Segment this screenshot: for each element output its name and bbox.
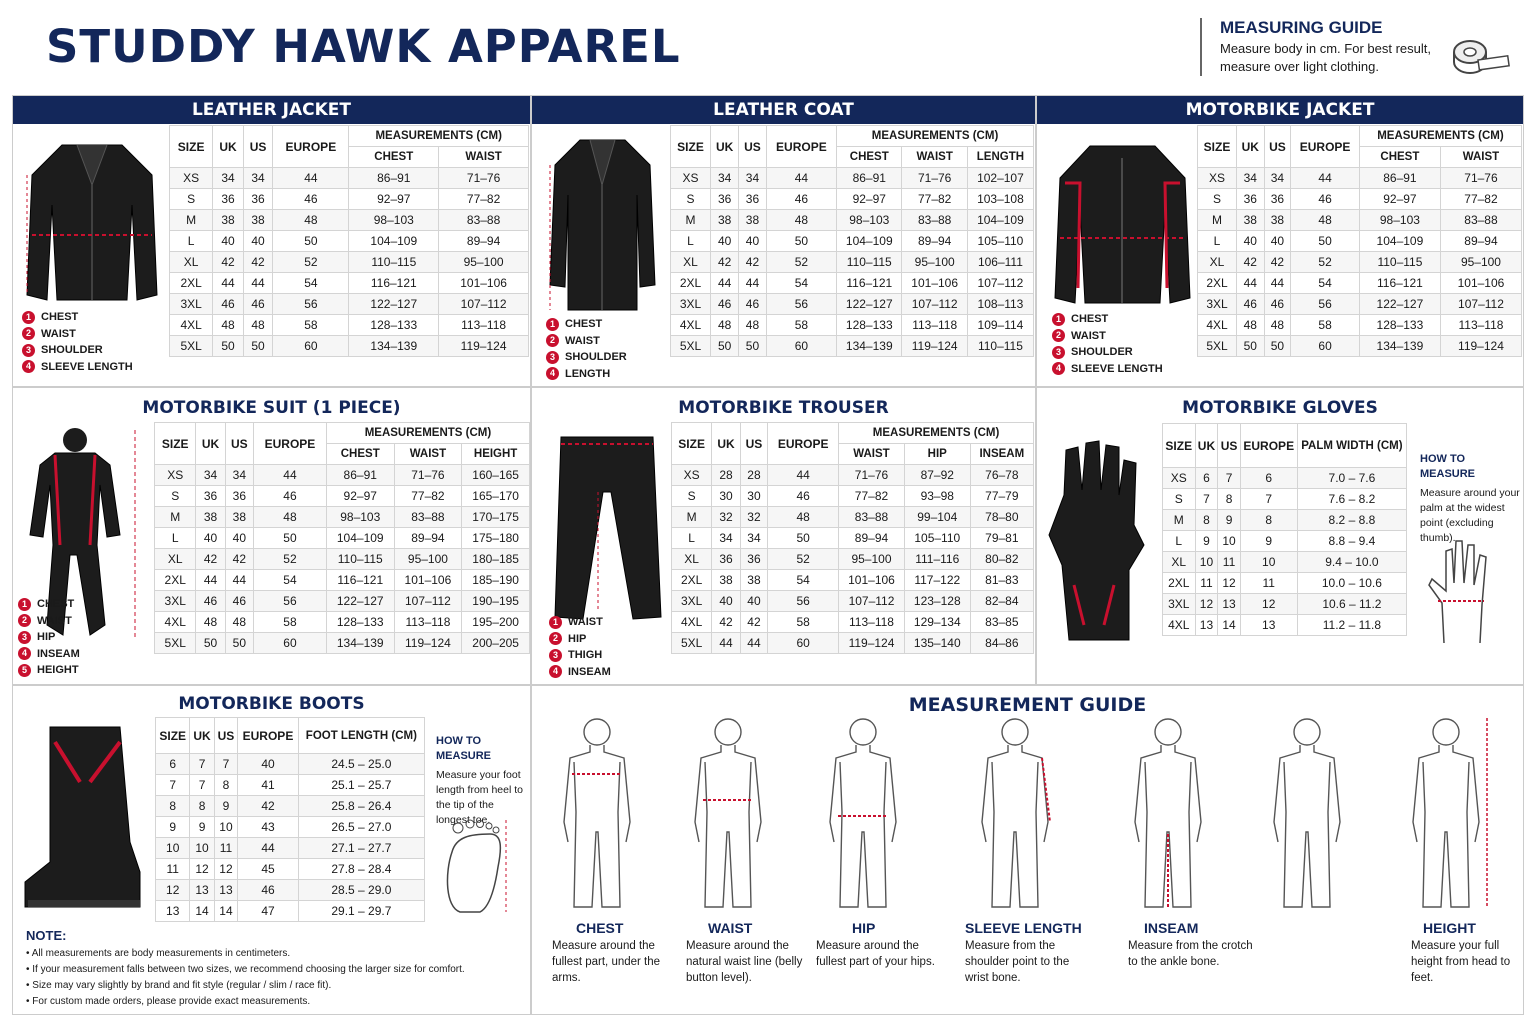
leather-coat-size-table: SIZE UK US EUROPE MEASUREMENTS (CM) CHEST WAIST LENGTH XS 34 34 44 86–91 71–76 102–107 S 36 36 46 92–97 77–82 103–108 M 38 38 48 98–103 83–88 104–109 L 40 40 50 104–109 89–94 105–110 XL 42 42 52 110–115 95–100 106–111 2XL 44 44 54 116–121 101–106 107–112 3XL 46 46 56 122–127 107–112 108–113 4XL 48 48 58 128–133 113–118 109–114 5XL 50 50 60 134–139 119–124 110–115	[670, 125, 1034, 357]
boots-how-to-measure: HOW TO MEASURE Measure your foot length from heel to the tip of the longest toe.	[436, 735, 523, 826]
table-row: 12 13 13 46 28.5 – 29.0	[156, 880, 425, 901]
body-figure-icon	[1123, 712, 1213, 917]
motorbike-suit-legend: 1 CHEST 2 WAIST 3 HIP 4 INSEAM 5 HEIGHT	[18, 596, 80, 679]
table-row: 4XL 42 42 58 113–118 129–134 83–85	[672, 612, 1034, 633]
table-row: XS 34 34 44 86–91 71–76 102–107	[671, 168, 1034, 189]
table-row: 4XL 48 48 58 128–133 113–118	[1198, 315, 1522, 336]
body-figure-icon	[1262, 712, 1352, 917]
gloves-how-to-measure: HOW TO MEASURE Measure around your palm at the widest point (excluding thumb).	[1420, 453, 1520, 544]
body-figure-icon	[683, 712, 773, 917]
motorbike-suit-size-table: SIZE UK US EUROPE MEASUREMENTS (CM) CHEST WAIST HEIGHT XS 34 34 44 86–91 71–76 160–165 S 36 36 46 92–97 77–82 165–170 M 38 38 48 98–103 83–88 170–175 L 40 40 50 104–109 89–94 175–180 XL 42 42 52 110–115 95–100 180–185 2XL 44 44 54 116–121 101–106 185–190 3XL 46 46 56 122–127 107–112 190–195 4XL 48 48 58 128–133 113–118 195–200 5XL 50 50 60 134–139 119–124 200–205	[154, 422, 530, 654]
motorbike-trouser-size-table: SIZE UK US EUROPE MEASUREMENTS (CM) WAIST HIP INSEAM XS 28 28 44 71–76 87–92 76–78 S 30 30 46 77–82 93–98 77–79 M 32 32 48 83–88 99–104 78–80 L 34 34 50 89–94 105–110 79–81 XL 36 36 52 95–100 111–116 80–82 2XL 38 38 54 101–106 117–122 81–83 3XL 40 40 56 107–112 123–128 82–84 4XL 42 42 58 113–118 129–134 83–85 5XL 44 44 60 119–124 135–140 84–86	[671, 422, 1034, 654]
table-row: XS 34 34 44 86–91 71–76	[170, 168, 529, 189]
motorbike-boots-size-table: SIZE UK US EUROPE FOOT LENGTH (CM) 6 7 7 40 24.5 – 25.0 7 7 8 41 25.1 – 25.7 8 8 9 42 25.8 – 26.4 9 9 10 43 26.5 – 27.0 10 10 11 44 27.1 – 27.7 11 12 12 45 27.8 – 28.4 12 13 13 46 28.5 – 29.0 13 14 14 47 29.1 – 29.7	[155, 717, 425, 922]
table-row: S 7 8 7 7.6 – 8.2	[1163, 489, 1407, 510]
table-row: 3XL 12 13 12 10.6 – 11.2	[1163, 594, 1407, 615]
table-row: 3XL 46 46 56 122–127 107–112	[1198, 294, 1522, 315]
table-row: 5XL 50 50 60 134–139 119–124 200–205	[155, 633, 530, 654]
motorbike-trouser-image	[553, 432, 665, 622]
table-row: 2XL 44 44 54 116–121 101–106	[170, 273, 529, 294]
table-row: 5XL 50 50 60 134–139 119–124	[1198, 336, 1522, 357]
table-row: 2XL 44 44 54 116–121 101–106	[1198, 273, 1522, 294]
measuring-guide-text-2: measure over light clothing.	[1220, 59, 1379, 74]
leather-jacket-size-table: SIZE UK US EUROPE MEASUREMENTS (CM) CHEST WAIST XS 34 34 44 86–91 71–76 S 36 36 46 92–97 77–82 M 38 38 48 98–103 83–88 L 40 40 50 104–109 89–94 XL 42 42 52 110–115 95–100 2XL 44 44 54 116–121 101–106 3XL 46 46 56 122–127 107–112 4XL 48 48 58 128–133 113–118 5XL 50 50 60 134–139 119–124	[169, 125, 529, 357]
note-section: NOTE: • All measurements are body measurements in centimeters. • If your measurement falls between two sizes, we recommend choosing the larger size for comfort. • Size may vary slightly by brand and fit style (regular / slim / race fit). • For custom made orders, please provide exact measurements.	[26, 928, 465, 1010]
note-item: • For custom made orders, please provide exact measurements.	[26, 996, 311, 1007]
measuring-guide-title: MEASURING GUIDE	[1220, 18, 1383, 37]
table-row: 6 7 7 40 24.5 – 25.0	[156, 754, 425, 775]
table-row: 9 9 10 43 26.5 – 27.0	[156, 817, 425, 838]
table-row: 3XL 40 40 56 107–112 123–128 82–84	[672, 591, 1034, 612]
table-row: S 36 36 46 92–97 77–82 165–170	[155, 486, 530, 507]
guide-waist: WAIST Measure around the natural waist line (belly button level).	[686, 920, 803, 984]
table-row: XL 42 42 52 110–115 95–100 106–111	[671, 252, 1034, 273]
table-row: S 36 36 46 92–97 77–82	[170, 189, 529, 210]
table-row: XL 42 42 52 110–115 95–100	[1198, 252, 1522, 273]
leather-coat-image	[545, 135, 660, 315]
guide-sleeve-length: SLEEVE LENGTH Measure from the shoulder point to the wrist bone.	[965, 920, 1082, 984]
motorbike-boots-title: MOTORBIKE BOOTS	[178, 694, 365, 714]
tape-measure-icon	[1450, 36, 1510, 78]
leather-jacket-image	[22, 135, 162, 310]
motorbike-gloves-title: MOTORBIKE GLOVES	[1182, 398, 1378, 418]
table-row: 3XL 46 46 56 122–127 107–112	[170, 294, 529, 315]
motorbike-jacket-title: MOTORBIKE JACKET	[1037, 96, 1523, 124]
foot-icon	[440, 812, 515, 917]
table-row: 4XL 48 48 58 128–133 113–118 195–200	[155, 612, 530, 633]
table-row: L 9 10 9 8.8 – 9.4	[1163, 531, 1407, 552]
table-row: XL 42 42 52 110–115 95–100	[170, 252, 529, 273]
table-row: 7 7 8 41 25.1 – 25.7	[156, 775, 425, 796]
table-row: M 8 9 8 8.2 – 8.8	[1163, 510, 1407, 531]
table-row: M 38 38 48 98–103 83–88 104–109	[671, 210, 1034, 231]
table-row: S 30 30 46 77–82 93–98 77–79	[672, 486, 1034, 507]
table-row: 4XL 13 14 13 11.2 – 11.8	[1163, 615, 1407, 636]
table-row: XS 34 34 44 86–91 71–76	[1198, 168, 1522, 189]
body-figure-icon	[1401, 712, 1491, 917]
table-row: 5XL 50 50 60 134–139 119–124	[170, 336, 529, 357]
motorbike-jacket-size-table: SIZE UK US EUROPE MEASUREMENTS (CM) CHEST WAIST XS 34 34 44 86–91 71–76 S 36 36 46 92–97 77–82 M 38 38 48 98–103 83–88 L 40 40 50 104–109 89–94 XL 42 42 52 110–115 95–100 2XL 44 44 54 116–121 101–106 3XL 46 46 56 122–127 107–112 4XL 48 48 58 128–133 113–118 5XL 50 50 60 134–139 119–124	[1197, 125, 1522, 357]
note-item: • Size may vary slightly by brand and fit style (regular / slim / race fit).	[26, 980, 332, 991]
leather-coat-title: LEATHER COAT	[532, 96, 1035, 124]
motorbike-trouser-legend: 1 WAIST 2 HIP 3 THIGH 4 INSEAM	[549, 614, 611, 680]
table-row: 4XL 48 48 58 128–133 113–118 109–114	[671, 315, 1034, 336]
table-row: 13 14 14 47 29.1 – 29.7	[156, 901, 425, 922]
table-row: 8 8 9 42 25.8 – 26.4	[156, 796, 425, 817]
body-figure-icon	[818, 712, 908, 917]
body-figure-icon	[552, 712, 642, 917]
table-row: XS 6 7 6 7.0 – 7.6	[1163, 468, 1407, 489]
table-row: 3XL 46 46 56 122–127 107–112 190–195	[155, 591, 530, 612]
table-row: 10 10 11 44 27.1 – 27.7	[156, 838, 425, 859]
table-row: L 40 40 50 104–109 89–94 175–180	[155, 528, 530, 549]
guide-height: HEIGHT Measure your full height from head to feet.	[1411, 920, 1511, 984]
table-row: 2XL 44 44 54 116–121 101–106 107–112	[671, 273, 1034, 294]
note-item: • All measurements are body measurements in centimeters.	[26, 948, 291, 959]
motorbike-jacket-image	[1050, 138, 1195, 310]
leather-coat-legend: 1 CHEST 2 WAIST 3 SHOULDER 4 LENGTH	[546, 316, 627, 382]
leather-jacket-title: LEATHER JACKET	[13, 96, 530, 124]
table-row: XL 10 11 10 9.4 – 10.0	[1163, 552, 1407, 573]
table-row: L 40 40 50 104–109 89–94	[170, 231, 529, 252]
leather-jacket-legend: 1 CHEST 2 WAIST 3 SHOULDER 4 SLEEVE LENGTH	[22, 309, 133, 375]
table-row: 2XL 11 12 11 10.0 – 10.6	[1163, 573, 1407, 594]
table-row: 5XL 44 44 60 119–124 135–140 84–86	[672, 633, 1034, 654]
note-item: • If your measurement falls between two sizes, we recommend choosing the larger size for comfort.	[26, 964, 465, 975]
table-row: S 36 36 46 92–97 77–82 103–108	[671, 189, 1034, 210]
table-row: M 38 38 48 98–103 83–88	[1198, 210, 1522, 231]
table-row: XS 28 28 44 71–76 87–92 76–78	[672, 465, 1034, 486]
page-title: STUDDY HAWK APPAREL	[46, 20, 681, 73]
table-row: M 32 32 48 83–88 99–104 78–80	[672, 507, 1034, 528]
table-row: M 38 38 48 98–103 83–88	[170, 210, 529, 231]
body-figure-icon	[970, 712, 1060, 917]
table-row: 3XL 46 46 56 122–127 107–112 108–113	[671, 294, 1034, 315]
table-row: 5XL 50 50 60 134–139 119–124 110–115	[671, 336, 1034, 357]
measurement-guide-title: MEASUREMENT GUIDE	[908, 694, 1147, 716]
table-row: 2XL 44 44 54 116–121 101–106 185–190	[155, 570, 530, 591]
motorbike-jacket-legend: 1 CHEST 2 WAIST 3 SHOULDER 4 SLEEVE LENGTH	[1052, 311, 1163, 377]
motorbike-gloves-image	[1044, 435, 1154, 643]
table-row: L 40 40 50 104–109 89–94	[1198, 231, 1522, 252]
table-row: 11 12 12 45 27.8 – 28.4	[156, 859, 425, 880]
hand-icon	[1424, 533, 1504, 645]
table-row: XL 36 36 52 95–100 111–116 80–82	[672, 549, 1034, 570]
motorbike-boots-image	[20, 722, 145, 912]
table-row: 4XL 48 48 58 128–133 113–118	[170, 315, 529, 336]
motorbike-gloves-size-table: SIZE UK US EUROPE PALM WIDTH (CM) XS 6 7 6 7.0 – 7.6 S 7 8 7 7.6 – 8.2 M 8 9 8 8.2 – 8.8 L 9 10 9 8.8 – 9.4 XL 10 11 10 9.4 – 10.0 2XL 11 12 11 10.0 – 10.6 3XL 12 13 12 10.6 – 11.2 4XL 13 14 13 11.2 – 11.8	[1162, 423, 1407, 636]
guide-hip: HIP Measure around the fullest part of your hips.	[816, 920, 935, 968]
motorbike-trouser-title: MOTORBIKE TROUSER	[678, 398, 889, 418]
guide-chest: CHEST Measure around the fullest part, under the arms.	[552, 920, 661, 984]
table-row: XL 42 42 52 110–115 95–100 180–185	[155, 549, 530, 570]
guide-inseam: INSEAM Measure from the crotch to the ankle bone.	[1128, 920, 1253, 968]
table-row: XS 34 34 44 86–91 71–76 160–165	[155, 465, 530, 486]
table-row: L 40 40 50 104–109 89–94 105–110	[671, 231, 1034, 252]
table-row: 2XL 38 38 54 101–106 117–122 81–83	[672, 570, 1034, 591]
table-row: S 36 36 46 92–97 77–82	[1198, 189, 1522, 210]
table-row: L 34 34 50 89–94 105–110 79–81	[672, 528, 1034, 549]
motorbike-suit-title: MOTORBIKE SUIT (1 PIECE)	[142, 398, 401, 418]
measuring-guide-text-1: Measure body in cm. For best result,	[1220, 41, 1431, 56]
table-row: M 38 38 48 98–103 83–88 170–175	[155, 507, 530, 528]
